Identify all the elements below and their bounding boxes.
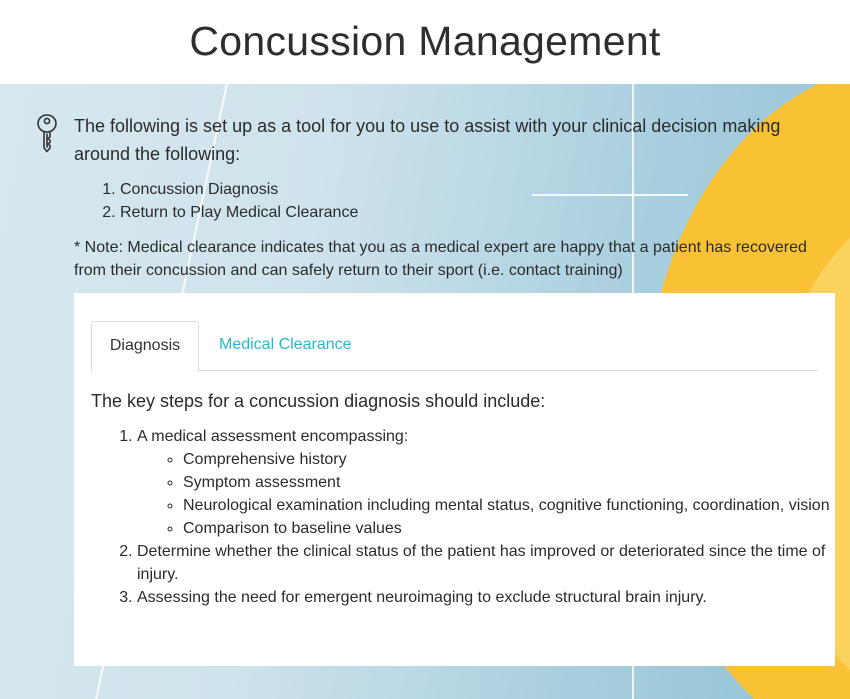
list-item <box>137 425 850 540</box>
list-item: 1. Concussion Diagnosis <box>120 178 358 201</box>
tab-diagnosis[interactable]: Diagnosis <box>91 321 199 372</box>
tab-bar <box>91 321 818 371</box>
main-content <box>0 84 850 699</box>
diagnosis-heading: The key steps for a concussion diagnosis should include: <box>91 391 546 411</box>
page-title: Concussion Management <box>189 18 661 64</box>
tab-medical-clearance[interactable]: Medical Clearance <box>219 336 352 353</box>
step-text: A medical assessment encompassing: <box>137 428 409 445</box>
list-item: ◦ Comparison to baseline values <box>183 517 850 540</box>
intro-list <box>84 178 358 224</box>
tabs-card <box>74 293 835 666</box>
list-item: 2. Return to Play Medical Clearance <box>120 201 358 224</box>
diagnosis-steps <box>102 425 850 609</box>
assessment-sublist <box>137 448 850 540</box>
header <box>0 0 850 84</box>
list-item: 3. Assessing the need for emergent neuroimaging to exclude structural brain injury. <box>137 586 850 609</box>
list-item: ◦ Comprehensive history <box>183 448 850 471</box>
intro-text: The following is set up as a tool for you to use to assist with your clinical decision making around the following: <box>74 116 781 164</box>
list-item: ◦ Neurological examination including mental status, cognitive functioning, coordination, vision <box>183 494 850 517</box>
list-item: ◦ Symptom assessment <box>183 471 850 494</box>
list-item: 2. Determine whether the clinical status of the patient has improved or deteriorated since the time of injury. <box>137 540 850 586</box>
key-icon <box>34 114 60 154</box>
clearance-note: * Note: Medical clearance indicates that you as a medical expert are happy that a patient has recovered from their concussion and can safely return to their sport (i.e. contact training) <box>74 239 807 279</box>
